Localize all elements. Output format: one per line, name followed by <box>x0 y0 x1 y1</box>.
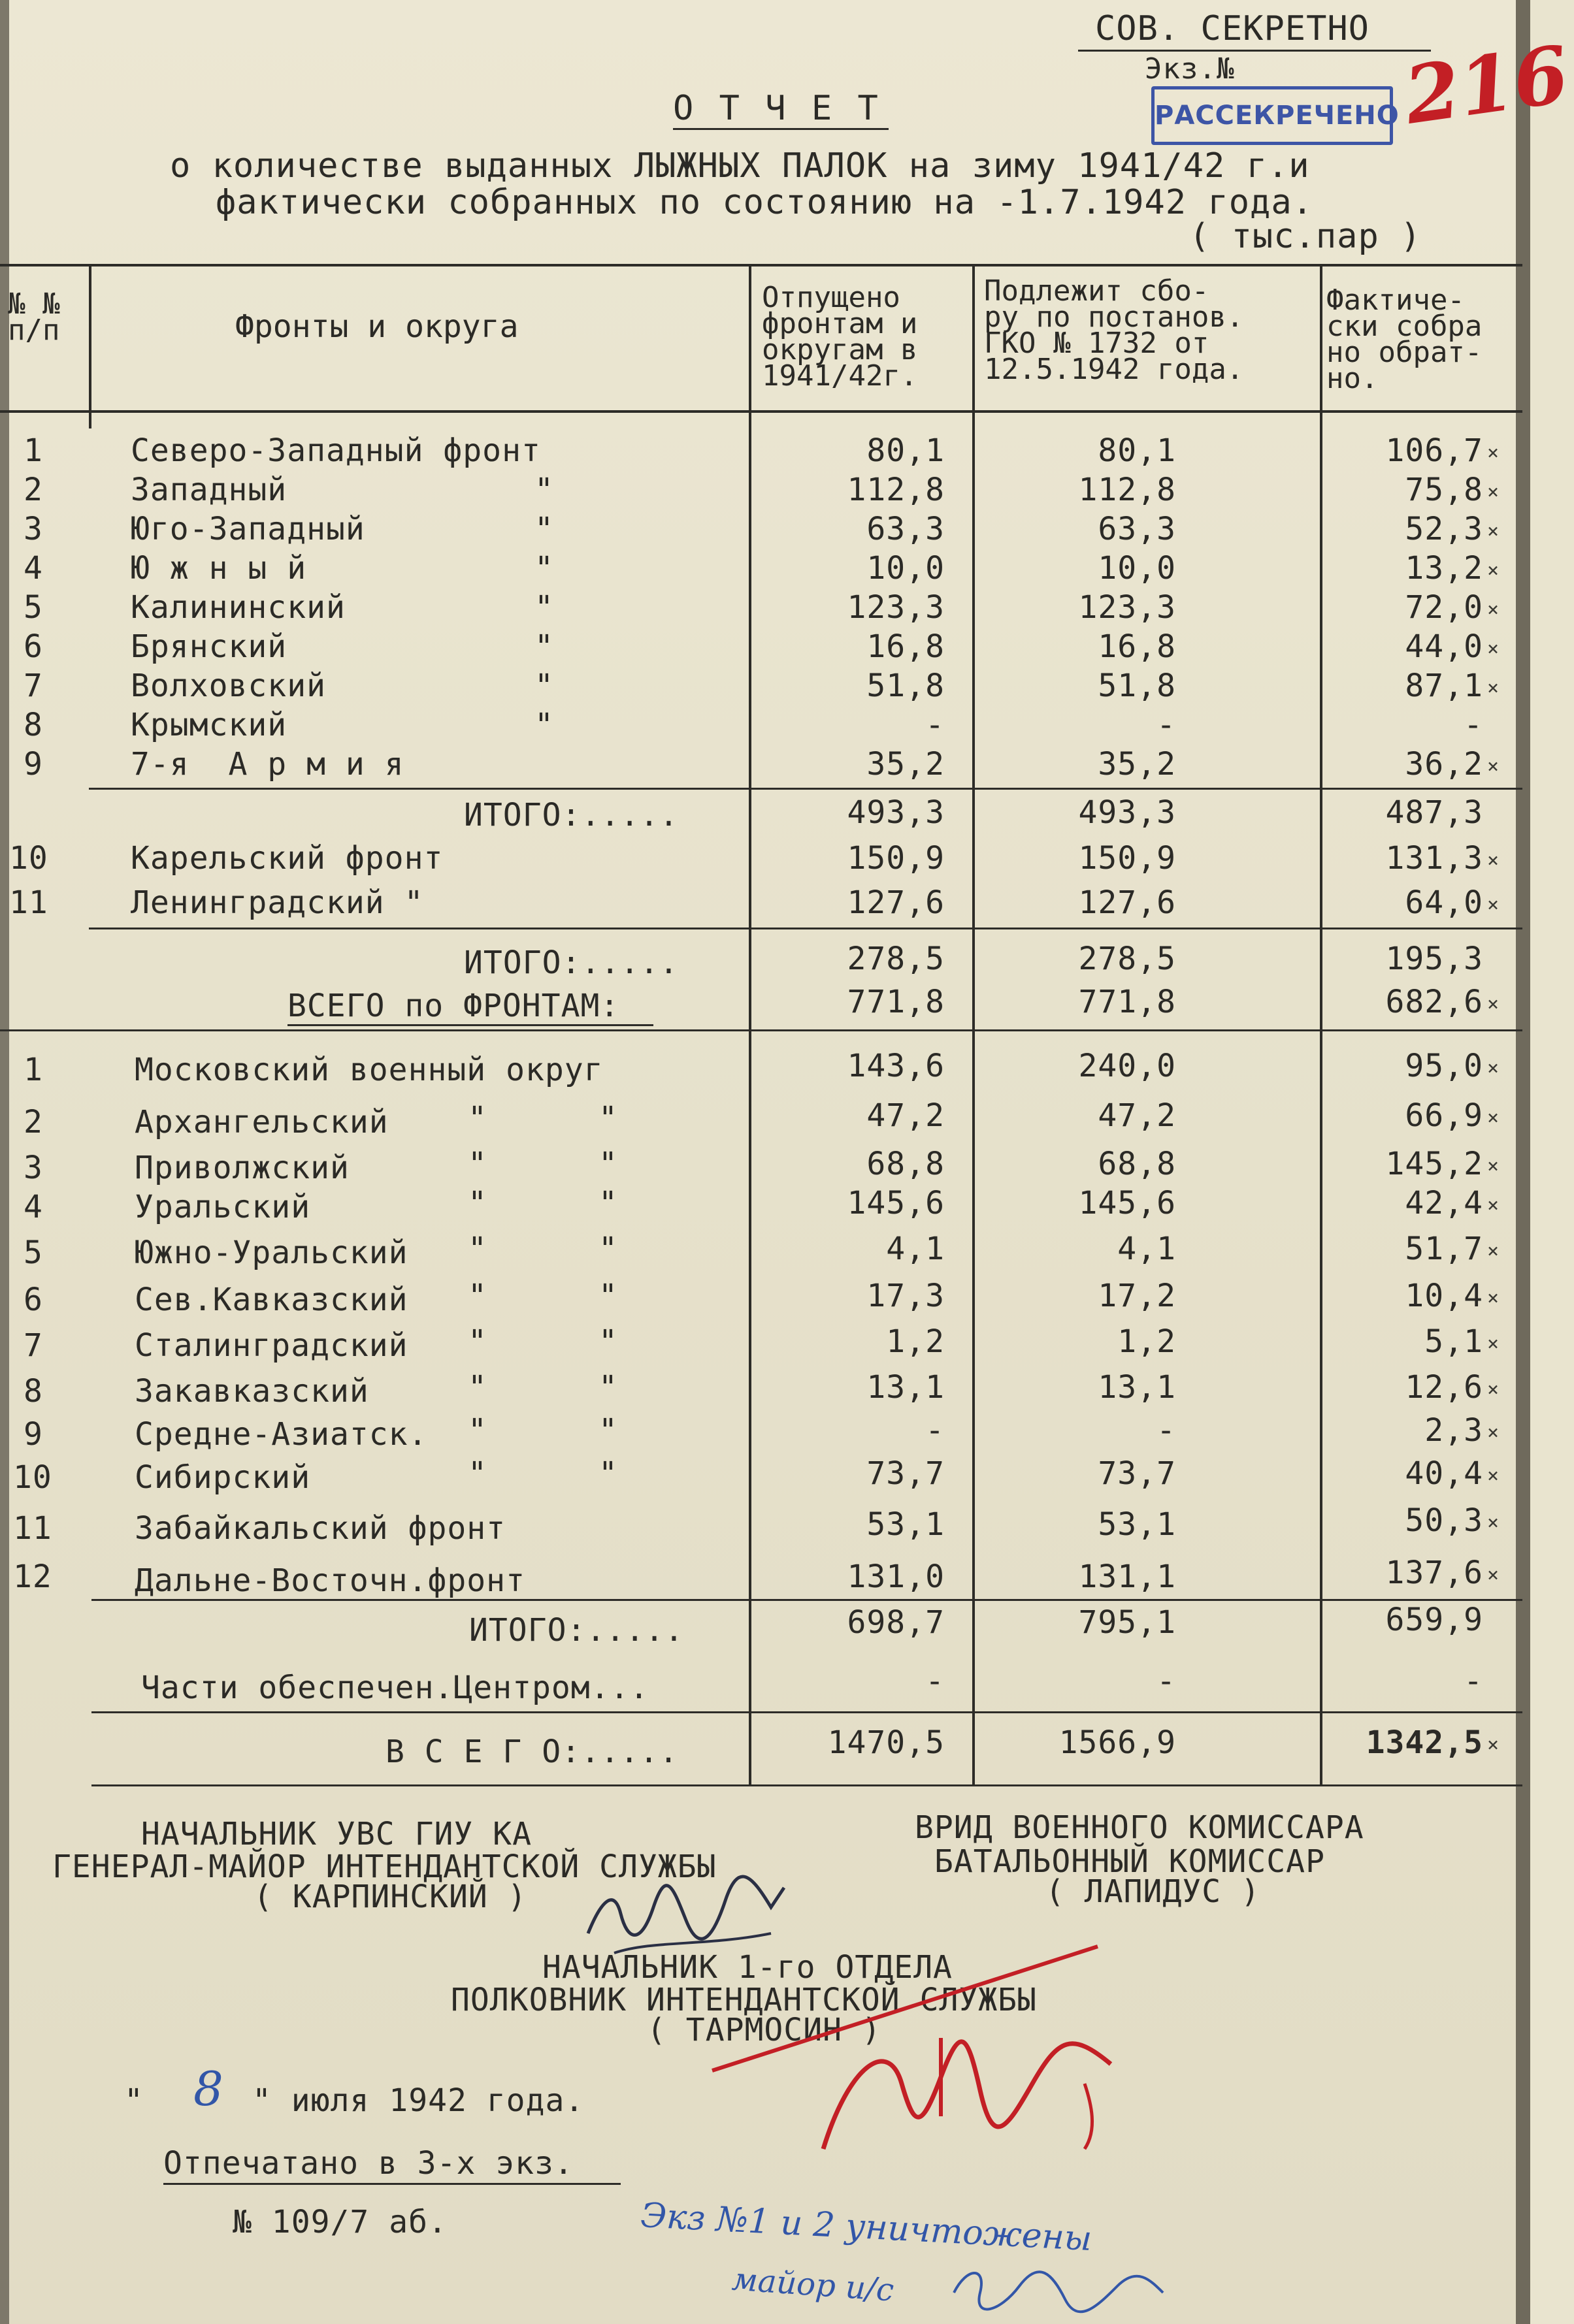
row-name: Северо-Западный фронт <box>131 432 541 469</box>
total-b-due: 278,5 <box>1078 941 1176 977</box>
total-fronts-issued: 771,8 <box>847 984 945 1020</box>
row-name: Сталинградский <box>135 1327 408 1364</box>
row-name: 7-я А р м и я <box>131 746 404 783</box>
check-mark: × <box>1487 1287 1500 1310</box>
total-fronts-due: 771,8 <box>1078 984 1176 1020</box>
check-mark: × <box>1487 1240 1500 1263</box>
row-number: 8 <box>24 707 43 743</box>
row-issued: 68,8 <box>866 1146 945 1182</box>
row-issued: 112,8 <box>847 472 945 508</box>
header-num-2: п/п <box>8 314 60 347</box>
header-collected-2: ски собра <box>1326 310 1483 343</box>
ditto-mark: " <box>534 628 554 665</box>
row-number: 8 <box>24 1373 43 1410</box>
row-number: 11 <box>9 884 48 921</box>
row-name: Ю ж н ы й <box>131 550 307 587</box>
row-name: Средне-Азиатск. <box>135 1416 428 1453</box>
grand-total-label: В С Е Г О:..... <box>385 1734 679 1770</box>
row-issued: 16,8 <box>866 628 945 665</box>
subtotal-rule <box>91 1711 1522 1713</box>
row-due: 4,1 <box>1117 1231 1176 1267</box>
row-name: Юго-Западный <box>131 511 365 547</box>
total-fronts-label: ВСЕГО по ФРОНТАМ: <box>287 988 620 1024</box>
ditto-mark: " <box>534 511 554 547</box>
row-issued: 4,1 <box>886 1231 945 1267</box>
header-bottom-rule <box>0 410 1522 413</box>
check-mark: × <box>1487 1106 1500 1129</box>
check-mark: × <box>1487 1511 1500 1534</box>
ditto-mark: " <box>468 1100 487 1137</box>
row-collected: 51,7 <box>1405 1231 1483 1267</box>
check-mark: × <box>1487 520 1500 543</box>
check-mark: × <box>1487 1421 1500 1444</box>
total-a-label: ИТОГО:..... <box>464 797 679 833</box>
total-b-collected: 195,3 <box>1385 941 1483 977</box>
document-title: О Т Ч Е Т <box>673 89 881 128</box>
total-districts-collected: 659,9 <box>1385 1602 1483 1638</box>
subtitle-line-2: фактически собранных по состоянию на -1.7.1942 года. <box>216 183 1313 222</box>
printed-underline <box>163 2183 621 2185</box>
header-due-3: ГКО № 1732 от <box>984 327 1209 360</box>
header-issued-1: Отпущено <box>762 281 900 314</box>
row-number: 1 <box>24 432 43 469</box>
row-number: 1 <box>24 1052 43 1088</box>
centre-row-issued: - <box>925 1663 945 1700</box>
sig-left-line-2: ГЕНЕРАЛ-МАЙОР ИНТЕНДАНТСКОЙ СЛУЖБЫ <box>52 1848 717 1885</box>
total-districts-label: ИТОГО:..... <box>469 1612 684 1649</box>
row-collected: 13,2 <box>1405 550 1483 587</box>
ditto-mark: " <box>534 707 554 743</box>
row-issued: 145,6 <box>847 1185 945 1221</box>
row-collected: 145,2 <box>1385 1146 1483 1182</box>
row-number: 7 <box>24 668 43 704</box>
page-edge-left <box>0 0 9 2324</box>
check-mark: × <box>1487 993 1500 1016</box>
row-issued: 80,1 <box>866 432 945 469</box>
total-districts-issued: 698,7 <box>847 1604 945 1641</box>
total-fronts-collected: 682,6 <box>1385 984 1483 1020</box>
subtitle-line-1: о количестве выданных ЛЫЖНЫХ ПАЛОК на зиму 1941/42 г.и <box>170 146 1310 186</box>
sig-right-line-1: ВРИД ВОЕННОГО КОМИССАРА <box>915 1809 1364 1846</box>
check-mark: × <box>1487 1378 1500 1401</box>
copy-number-label: Экз.№ <box>1145 52 1235 86</box>
signature-red-icon <box>693 1933 1150 2169</box>
row-collected: 64,0 <box>1405 884 1483 921</box>
row-due: 112,8 <box>1078 472 1176 508</box>
archive-page-number: 216 <box>1399 28 1574 142</box>
row-due: 51,8 <box>1098 668 1176 704</box>
row-name: Сибирский <box>135 1459 311 1496</box>
row-collected: 2,3 <box>1424 1412 1483 1449</box>
row-number: 7 <box>24 1327 43 1364</box>
row-due: 35,2 <box>1098 746 1176 783</box>
row-due: 80,1 <box>1098 432 1176 469</box>
row-collected: 75,8 <box>1405 472 1483 508</box>
classification-mark: СОВ. СЕКРЕТНО <box>1095 9 1369 48</box>
check-mark: × <box>1487 1564 1500 1587</box>
row-due: - <box>1156 707 1176 743</box>
header-collected-4: но. <box>1326 362 1379 395</box>
centre-row-collected: - <box>1464 1663 1483 1700</box>
ditto-mark: " <box>598 1455 618 1492</box>
col-rule-num <box>89 264 91 428</box>
row-number: 4 <box>24 1189 43 1225</box>
signature-blue-icon <box>941 2253 1176 2319</box>
check-mark: × <box>1487 1332 1500 1355</box>
row-issued: 1,2 <box>886 1323 945 1360</box>
col-rule-due <box>972 264 975 1786</box>
check-mark: × <box>1487 755 1500 778</box>
row-number: 11 <box>13 1510 52 1547</box>
printed-copies: Отпечатано в 3-х экз. <box>163 2145 574 2182</box>
date-open-quote: " <box>124 2082 144 2119</box>
row-number: 2 <box>24 472 43 508</box>
total-a-collected: 487,3 <box>1385 794 1483 831</box>
row-issued: 127,6 <box>847 884 945 921</box>
header-collected-1: Фактиче- <box>1326 283 1465 317</box>
row-due: - <box>1156 1412 1176 1449</box>
row-due: 150,9 <box>1078 840 1176 877</box>
row-name: Московский военный округ <box>135 1052 604 1088</box>
row-collected: 40,4 <box>1405 1455 1483 1492</box>
row-due: 16,8 <box>1098 628 1176 665</box>
check-mark: × <box>1487 598 1500 621</box>
row-collected: 95,0 <box>1405 1048 1483 1084</box>
check-mark: × <box>1487 559 1500 582</box>
row-collected: 44,0 <box>1405 628 1483 665</box>
ditto-mark: " <box>468 1278 487 1314</box>
row-issued: 17,3 <box>866 1278 945 1314</box>
ditto-mark: " <box>468 1369 487 1406</box>
section-rule <box>0 1029 1522 1031</box>
row-name: Западный <box>131 472 287 508</box>
ditto-mark: " <box>468 1323 487 1360</box>
total-b-issued: 278,5 <box>847 941 945 977</box>
ditto-mark: " <box>598 1278 618 1314</box>
check-mark: × <box>1487 481 1500 504</box>
handwritten-note-1: Экз №1 и 2 уничтожены <box>639 2195 1093 2259</box>
row-name: Волховский <box>131 668 326 704</box>
sig-center-line-2: ПОЛКОВНИК ИНТЕНДАНТСКОЙ СЛУЖБЫ <box>451 1982 1037 2018</box>
row-issued: 123,3 <box>847 589 945 626</box>
row-due: 145,6 <box>1078 1185 1176 1221</box>
subtotal-rule <box>91 1599 1522 1601</box>
check-mark: × <box>1487 1057 1500 1080</box>
ditto-mark: " <box>598 1231 618 1267</box>
check-mark: × <box>1487 637 1500 660</box>
sig-right-line-3: ( ЛАПИДУС ) <box>1045 1873 1260 1910</box>
row-name: Архангельский <box>135 1104 389 1140</box>
check-mark: × <box>1487 1194 1500 1217</box>
ditto-mark: " <box>598 1185 618 1221</box>
centre-row-due: - <box>1156 1663 1176 1700</box>
declassified-stamp: РАССЕКРЕЧЕНО <box>1151 86 1393 145</box>
row-number: 5 <box>24 1235 43 1271</box>
row-due: 47,2 <box>1098 1097 1176 1134</box>
row-number: 3 <box>24 511 43 547</box>
row-due: 68,8 <box>1098 1146 1176 1182</box>
subtotal-rule <box>89 928 1522 929</box>
classification-underline <box>1078 50 1431 52</box>
row-number: 2 <box>24 1104 43 1140</box>
row-due: 53,1 <box>1098 1506 1176 1543</box>
row-issued: 47,2 <box>866 1097 945 1134</box>
row-issued: - <box>925 1412 945 1449</box>
row-name: Карельский фронт <box>131 840 444 877</box>
sig-left-line-3: ( КАРПИНСКИЙ ) <box>254 1879 527 1915</box>
row-name: Калининский <box>131 589 346 626</box>
check-mark: × <box>1487 894 1500 916</box>
row-collected: 106,7 <box>1385 432 1483 469</box>
document-number: № 109/7 аб. <box>233 2204 448 2240</box>
row-issued: 143,6 <box>847 1048 945 1084</box>
total-a-issued: 493,3 <box>847 794 945 831</box>
row-due: 17,2 <box>1098 1278 1176 1314</box>
col-rule-collected <box>1320 264 1322 1786</box>
page-edge-right <box>1516 0 1530 2324</box>
table-top-rule <box>0 264 1522 266</box>
ditto-mark: " <box>534 472 554 508</box>
title-underline <box>673 128 889 130</box>
row-issued: 51,8 <box>866 668 945 704</box>
row-due: 1,2 <box>1117 1323 1176 1360</box>
units-label: ( тыс.пар ) <box>1189 217 1422 256</box>
row-number: 9 <box>24 1416 43 1453</box>
row-due: 131,1 <box>1078 1558 1176 1595</box>
row-issued: 73,7 <box>866 1455 945 1492</box>
row-name: Закавказский <box>135 1373 369 1410</box>
row-number: 6 <box>24 628 43 665</box>
row-name: Забайкальский фронт <box>135 1510 506 1547</box>
date-rest: " июля 1942 года. <box>252 2082 585 2119</box>
row-issued: 150,9 <box>847 840 945 877</box>
row-collected: 12,6 <box>1405 1369 1483 1406</box>
grand-total-collected: 1342,5 <box>1366 1724 1483 1761</box>
header-due-2: ру по постанов. <box>984 300 1244 334</box>
row-issued: 63,3 <box>866 511 945 547</box>
ditto-mark: " <box>598 1100 618 1137</box>
check-mark: × <box>1487 1464 1500 1487</box>
row-number: 6 <box>24 1282 43 1318</box>
ditto-mark: " <box>598 1369 618 1406</box>
row-name: Дальне-Восточн.фронт <box>135 1562 525 1599</box>
row-collected: 42,4 <box>1405 1185 1483 1221</box>
header-issued-4: 1941/42г. <box>762 359 918 393</box>
header-collected-3: но обрат- <box>1326 336 1483 369</box>
col-rule-issued <box>749 264 751 1786</box>
handwritten-note-2: майор и/с <box>730 2261 895 2309</box>
centre-row-label: Части обеспечен.Центром... <box>141 1670 649 1706</box>
header-num-1: № № <box>8 287 60 321</box>
row-collected: 50,3 <box>1405 1502 1483 1539</box>
table-bottom-rule <box>91 1784 1522 1786</box>
grand-total-due: 1566,9 <box>1058 1724 1176 1761</box>
row-due: 127,6 <box>1078 884 1176 921</box>
ditto-mark: " <box>534 589 554 626</box>
row-due: 123,3 <box>1078 589 1176 626</box>
row-name: Уральский <box>135 1189 311 1225</box>
total-fronts-underline <box>287 1024 653 1026</box>
row-number: 9 <box>24 746 43 783</box>
grand-total-issued: 1470,5 <box>827 1724 945 1761</box>
ditto-mark: " <box>534 550 554 587</box>
row-number: 12 <box>13 1558 52 1595</box>
header-due-1: Подлежит сбо- <box>984 274 1209 308</box>
header-due-4: 12.5.1942 года. <box>984 353 1244 386</box>
row-number: 10 <box>9 840 48 877</box>
row-number: 5 <box>24 589 43 626</box>
check-mark: × <box>1487 442 1500 464</box>
row-collected: 5,1 <box>1424 1323 1483 1360</box>
row-collected: 66,9 <box>1405 1097 1483 1134</box>
row-collected: 10,4 <box>1405 1278 1483 1314</box>
sig-center-line-3: ( ТАРМОСИН ) <box>647 2012 881 2048</box>
ditto-mark: " <box>598 1146 618 1182</box>
row-due: 13,1 <box>1098 1369 1176 1406</box>
row-due: 240,0 <box>1078 1048 1176 1084</box>
sig-center-line-1: НАЧАЛЬНИК 1-го ОТДЕЛА <box>542 1949 953 1986</box>
row-issued: 35,2 <box>866 746 945 783</box>
row-due: 10,0 <box>1098 550 1176 587</box>
ditto-mark: " <box>468 1146 487 1182</box>
row-collected: 72,0 <box>1405 589 1483 626</box>
sig-right-line-2: БАТАЛЬОННЫЙ КОМИССАР <box>934 1843 1325 1880</box>
total-districts-due: 795,1 <box>1078 1604 1176 1641</box>
check-mark: × <box>1487 1734 1500 1756</box>
subtotal-rule <box>89 788 1522 790</box>
ditto-mark: " <box>468 1412 487 1449</box>
ditto-mark: " <box>598 1412 618 1449</box>
row-issued: 131,0 <box>847 1558 945 1595</box>
total-a-due: 493,3 <box>1078 794 1176 831</box>
row-number: 4 <box>24 550 43 587</box>
row-name: Брянский <box>131 628 287 665</box>
row-name: Сев.Кавказский <box>135 1282 408 1318</box>
row-collected: 52,3 <box>1405 511 1483 547</box>
row-collected: 36,2 <box>1405 746 1483 783</box>
ditto-mark: " <box>468 1231 487 1267</box>
ditto-mark: " <box>534 668 554 704</box>
row-name: Южно-Уральский <box>135 1235 408 1271</box>
row-issued: - <box>925 707 945 743</box>
check-mark: × <box>1487 677 1500 700</box>
row-issued: 13,1 <box>866 1369 945 1406</box>
row-issued: 53,1 <box>866 1506 945 1543</box>
row-collected: - <box>1464 707 1483 743</box>
header-issued-2: фронтам и <box>762 307 918 340</box>
ditto-mark: " <box>468 1455 487 1492</box>
row-name: Ленинградский " <box>131 884 424 921</box>
ditto-mark: " <box>598 1323 618 1360</box>
row-name: Крымский <box>131 707 287 743</box>
row-number: 10 <box>13 1459 52 1496</box>
row-collected: 137,6 <box>1385 1555 1483 1591</box>
sig-left-line-1: НАЧАЛЬНИК УВС ГИУ КА <box>141 1816 532 1852</box>
date-day-handwritten: 8 <box>193 2061 223 2116</box>
row-issued: 10,0 <box>866 550 945 587</box>
row-due: 63,3 <box>1098 511 1176 547</box>
row-number: 3 <box>24 1150 43 1186</box>
row-collected: 131,3 <box>1385 840 1483 877</box>
check-mark: × <box>1487 849 1500 872</box>
row-due: 73,7 <box>1098 1455 1176 1492</box>
total-b-label: ИТОГО:..... <box>464 944 679 981</box>
ditto-mark: " <box>468 1185 487 1221</box>
row-name: Приволжский <box>135 1150 350 1186</box>
header-fronts: Фронты и округа <box>235 308 519 345</box>
check-mark: × <box>1487 1155 1500 1178</box>
row-collected: 87,1 <box>1405 668 1483 704</box>
header-issued-3: округам в <box>762 333 918 366</box>
